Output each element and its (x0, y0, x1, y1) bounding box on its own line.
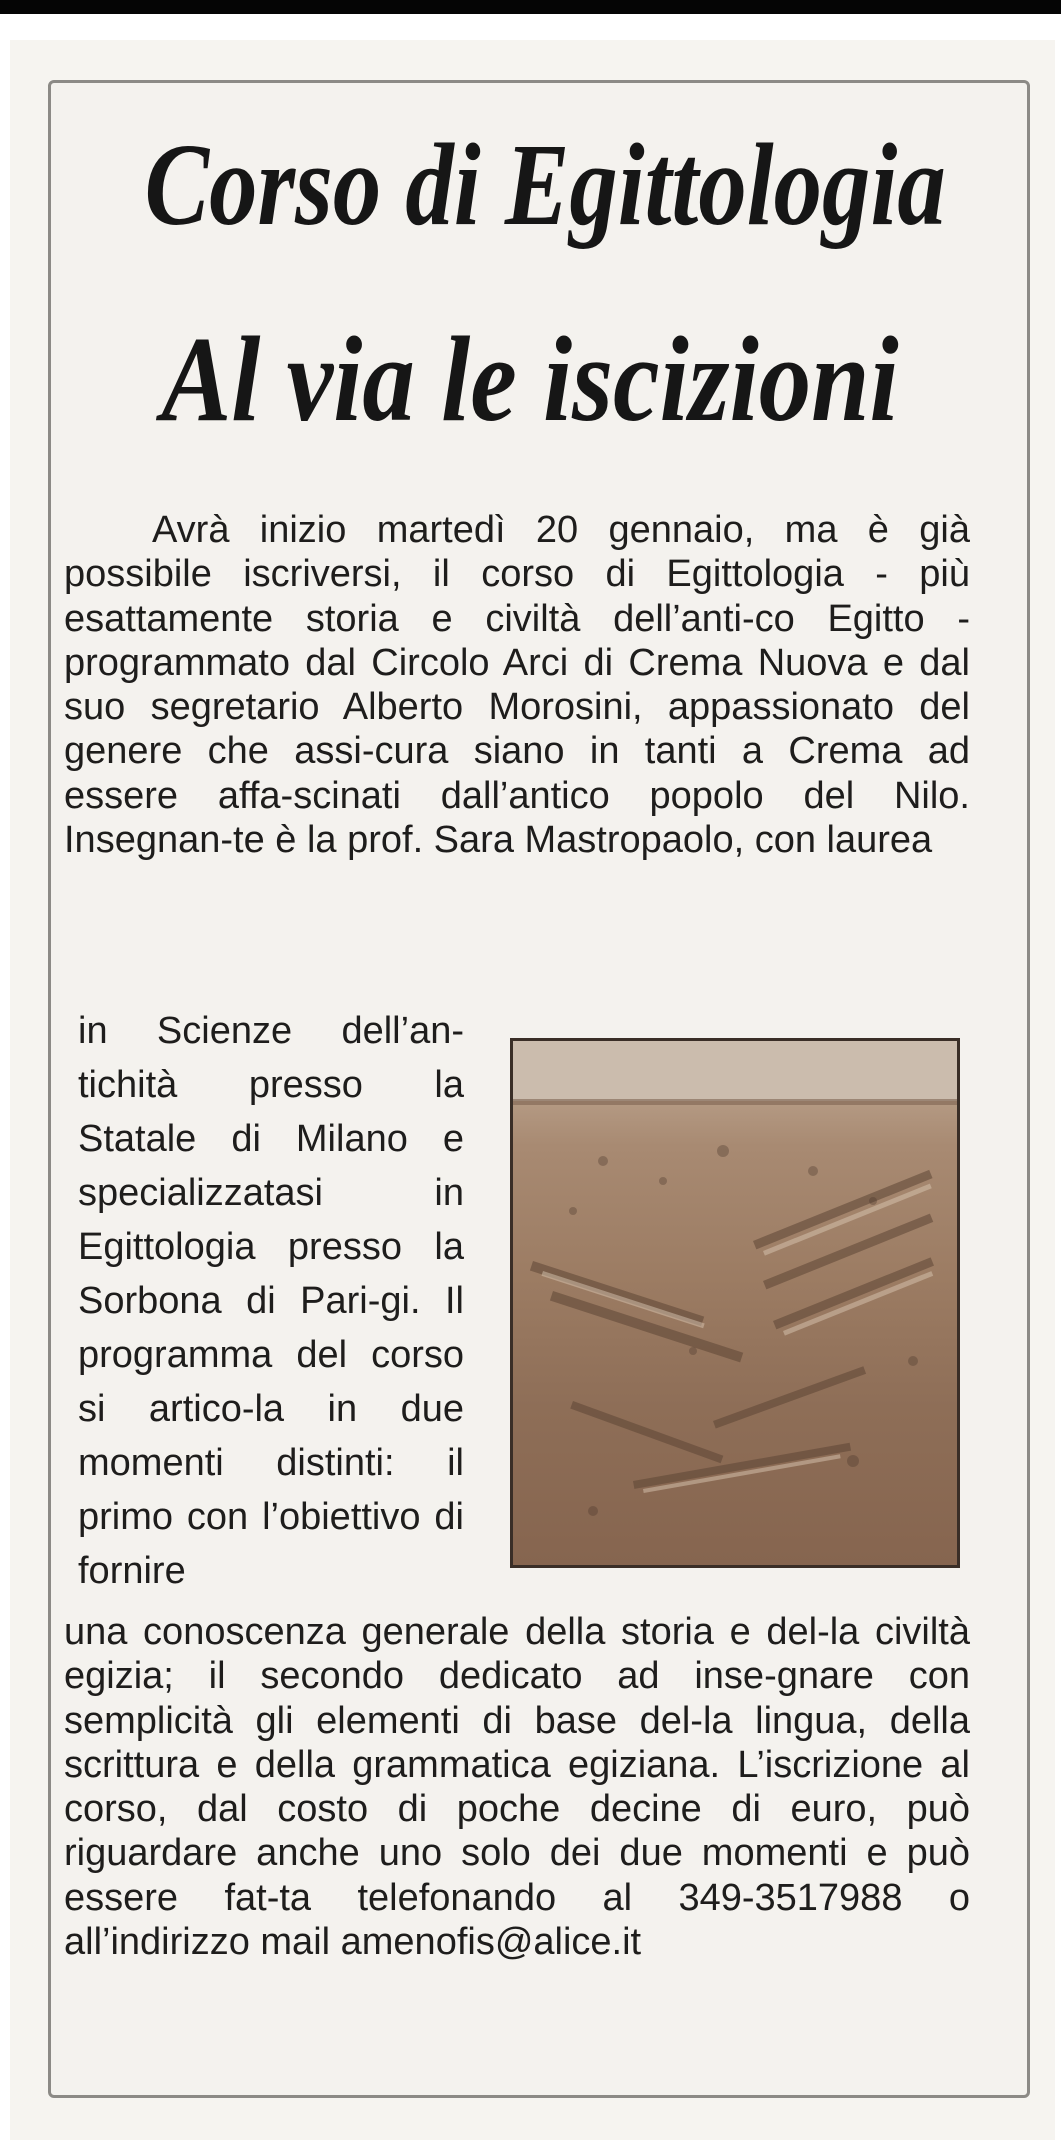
scan-top-edge (0, 0, 1061, 14)
article-photo (510, 1038, 960, 1568)
ruins-aerial-image (513, 1041, 960, 1568)
article-side-column: in Scienze dell’an-tichità presso la Statale di Milano e specializzatasi in Egittologia presso la Sorbona di Pari-gi. Il programma del corso si artico-la in due momenti distinti: il primo con l’obiettivo di fornire (78, 1010, 464, 1592)
article-paragraph-bottom: una conoscenza generale della storia e del-la civiltà egizia; il secondo dedicato ad inse-gnare con semplicità gli elementi di base del-la lingua, della scrittura e della grammatica egiziana. L’iscrizione al corso, dal costo di poche decine di euro, può riguardare anche uno solo dei due momenti e può essere fat-ta telefonando al 349-3517988 o all’indirizzo mail amenofis@alice.it (64, 1611, 970, 1964)
article-paragraph-top: Avrà inizio martedì 20 gennaio, ma è già possibile iscriversi, il corso di Egittologia - più esattamente storia e civiltà dell’anti-co Egitto - programmato dal Circolo Arci di Crema Nuova e dal suo segretario Alberto Morosini, appassionato del genere che assi-cura siano in tanti a Crema ad essere affa-scinati dall’antico popolo del Nilo. Insegnan-te è la prof. Sara Mastropaolo, con laurea (64, 509, 970, 862)
headline-line-2: Al via le iscizioni (161, 312, 899, 447)
headline-line-1: Corso di Egittologia (144, 119, 946, 250)
